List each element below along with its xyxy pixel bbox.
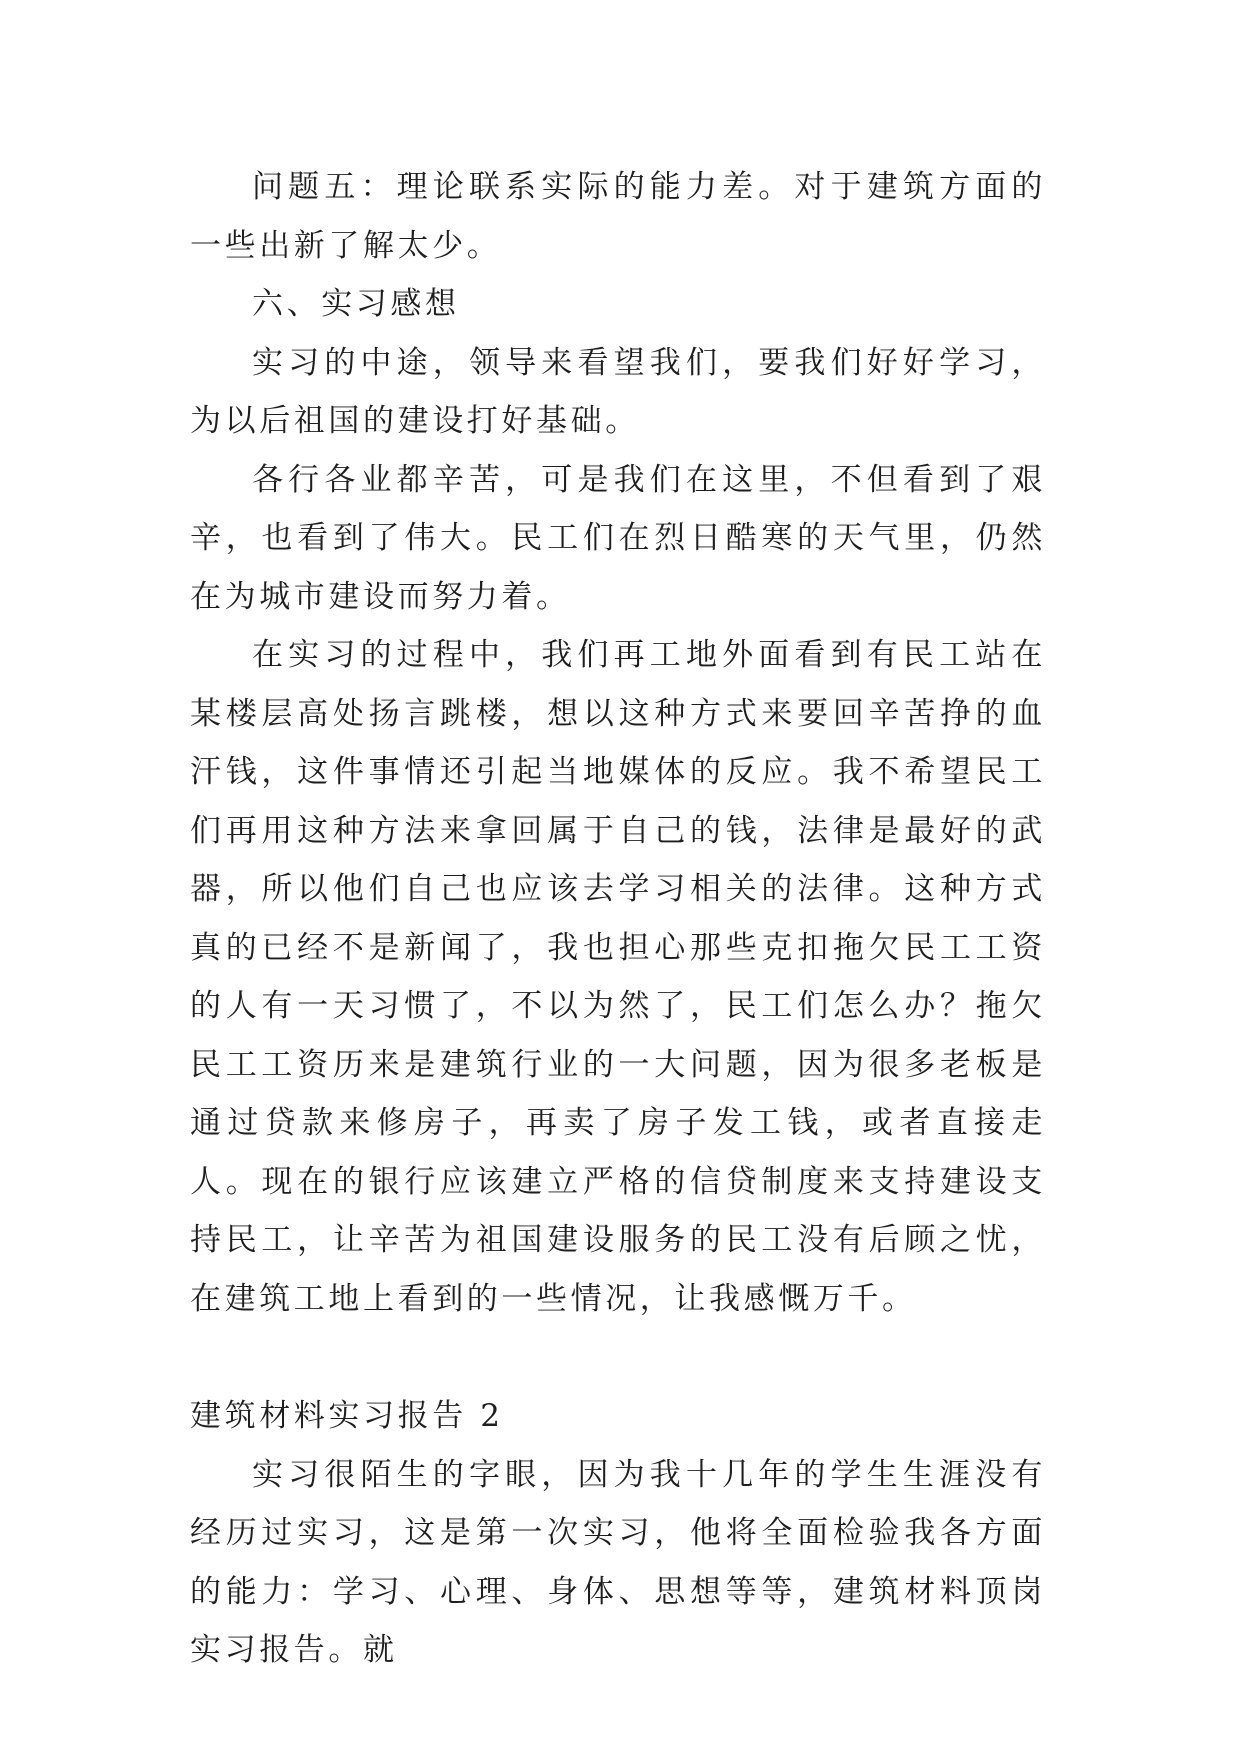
paragraph-internship-intro: 实习很陌生的字眼，因为我十几年的学生生涯没有经历过实习，这是第一次实习，他将全面检验我各方面的能力：学习、心理、身体、思想等等，建筑材料顶岗实习报告。就 xyxy=(190,1456,1046,1668)
paragraph-problem-five: 问题五：理论联系实际的能力差。对于建筑方面的一些出新了解太少。 xyxy=(190,169,1046,264)
document-body xyxy=(190,158,1046,1680)
paragraph-hardship: 各行各业都辛苦，可是我们在这里，不但看到了艰辛，也看到了伟大。民工们在烈日酷寒的天气里，仍然在为城市建设而努力着。 xyxy=(190,461,1046,615)
section-heading-internship-thoughts: 六、实习感想 xyxy=(252,286,460,322)
report-title-2: 建筑材料实习报告 2 xyxy=(190,1398,504,1434)
paragraph-leader-visit: 实习的中途，领导来看望我们，要我们好好学习，为以后祖国的建设打好基础。 xyxy=(190,344,1046,439)
paragraph-migrant-workers: 在实习的过程中，我们再工地外面看到有民工站在某楼层高处扬言跳楼，想以这种方式来要回辛苦挣的血汗钱，这件事情还引起当地媒体的反应。我不希望民工们再用这种方法来拿回属于自己的钱，法律是最好的武器，所以他们自己也应该去学习相关的法律。这种方式真的已经不是新闻了，我也担心那些克扣拖欠民工工资的人有一天习惯了，不以为然了，民工们怎么办？拖欠民工工资历来是建筑行业的一大问题，因为很多老板是通过贷款来修房子，再卖了房子发工钱，或者直接走人。现在的银行应该建立严格的信贷制度来支持建设支持民工，让辛苦为祖国建设服务的民工没有后顾之忧，在建筑工地上看到的一些情况，让我感慨万千。 xyxy=(190,637,1046,1317)
